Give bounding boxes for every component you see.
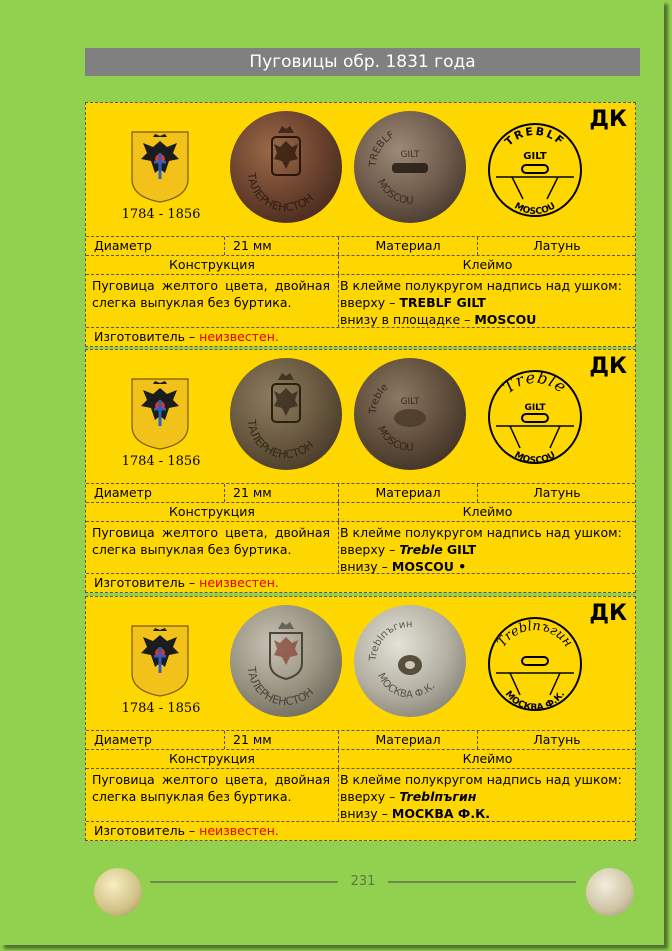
button-back-image [354, 605, 466, 717]
dk-mark: ДК [589, 601, 627, 626]
stamp-line-3: внизу – МОСКВА Ф.К. [340, 806, 491, 821]
footer-rule-left [150, 881, 338, 883]
construction-text: Пуговица желтого цвета, двойная слегка выпуклая без буртика. [92, 278, 330, 310]
svg-text:MOSCOU [375, 177, 414, 206]
params-row [86, 731, 635, 750]
description-row [86, 769, 635, 822]
stamp-drawing [486, 615, 584, 713]
construction-text: Пуговица желтого цвета, двойная слегка выпуклая без буртика. [92, 525, 330, 557]
stamp-description [340, 277, 632, 328]
coin-back-top-text: Treblпъгин [367, 618, 413, 662]
stamp-drawing [486, 121, 584, 219]
svg-text:Treblпъгин [495, 619, 576, 650]
stamp-top-text: TREBLF [502, 124, 568, 149]
manufacturer-row: Изготовитель – неизвестен. [94, 575, 279, 590]
button-back-image [354, 358, 466, 470]
coat-of-arms-icon [131, 378, 189, 450]
material-label: Материал [338, 484, 477, 502]
years-label: 1784 - 1856 [121, 701, 201, 716]
headers-row [86, 503, 635, 522]
description-row [86, 275, 635, 328]
button-card-3 [85, 596, 636, 841]
material-value: Латунь [477, 731, 636, 749]
svg-text:МОСКВА Ф.К. [503, 689, 567, 713]
manufacturer-row: Изготовитель – неизвестен. [94, 823, 279, 838]
coin-face-text: ТАЛЕРНЕНСТОН [244, 172, 317, 215]
manufacturer-value: неизвестен. [199, 329, 279, 344]
construction-header: Конструкция [169, 504, 255, 519]
svg-text:МОСКВА Ф.К. [375, 671, 437, 700]
page-number: 231 [350, 874, 376, 889]
page-title: Пуговицы обр. 1831 года [85, 48, 640, 76]
stamp-mid-text: GILT [523, 151, 547, 162]
stamp-mid-text: GILT [524, 403, 546, 413]
headers-row [86, 750, 635, 769]
stamp-bottom-text: МОСКВА Ф.К. [502, 689, 568, 713]
stamp-line-3: внизу – MOSCOU • [340, 559, 467, 574]
dk-mark: ДК [589, 107, 627, 132]
button-face-image [230, 358, 342, 470]
svg-text:Treble [499, 368, 570, 397]
stamp-top-text: Treblпъгин [494, 618, 576, 651]
construction-header: Конструкция [169, 751, 255, 766]
diameter-label: Диаметр [94, 485, 152, 500]
stamp-drawing [486, 368, 584, 466]
diameter-label: Диаметр [94, 732, 152, 747]
years-label: 1784 - 1856 [121, 454, 201, 469]
card-images [86, 597, 635, 731]
footer-button-image-right [586, 868, 634, 916]
button-face-image [230, 605, 342, 717]
stamp-description [340, 524, 632, 575]
diameter-value: 21 мм [224, 237, 345, 255]
manufacturer-row: Изготовитель – неизвестен. [94, 329, 279, 344]
stamp-top-text: Treble [499, 368, 571, 397]
manufacturer-value: неизвестен. [199, 575, 279, 590]
stamp-line-1: В клейме полукругом надпись над ушком: [340, 278, 622, 293]
svg-text:ТАЛЕРНЕНСТОН [245, 665, 316, 708]
card-images [86, 103, 635, 237]
svg-text:ТАЛЕРНЕНСТОН [245, 171, 316, 214]
stamp-line-1: В клейме полукругом надпись над ушком: [340, 772, 622, 787]
diameter-value: 21 мм [224, 484, 345, 502]
coin-face-text: ТАЛЕРНЕНСТОН [244, 666, 317, 709]
material-label: Материал [338, 237, 477, 255]
construction-header: Конструкция [169, 257, 255, 272]
svg-text:TREBLF [368, 130, 397, 169]
dk-mark: ДК [589, 354, 627, 379]
headers-row [86, 256, 635, 275]
material-value: Латунь [477, 237, 636, 255]
stamp-line-1: В клейме полукругом надпись над ушком: [340, 525, 622, 540]
coin-back-bottom-text: MOSCOU [375, 424, 414, 454]
material-value: Латунь [477, 484, 636, 502]
manufacturer-value: неизвестен. [199, 823, 279, 838]
footer-button-image-left [94, 868, 142, 916]
years-label: 1784 - 1856 [121, 207, 201, 222]
coin-back-mid-text: GILT [400, 150, 420, 160]
coin-back-bottom-text: МОСКВА Ф.К. [375, 671, 438, 701]
button-card-2 [85, 349, 636, 593]
coat-of-arms-icon [131, 131, 189, 203]
button-face-image [230, 111, 342, 223]
stamp-header: Клеймо [338, 256, 636, 274]
svg-text:ТАЛЕРНЕНСТОН [245, 418, 316, 461]
stamp-line-2: вверху – TREBLF GILT [340, 295, 486, 310]
button-card-1 [85, 102, 636, 347]
coat-of-arms-icon [131, 625, 189, 697]
material-label: Материал [338, 731, 477, 749]
svg-text:MOSCOU [513, 450, 558, 466]
svg-text:MOSCOU [375, 424, 414, 453]
svg-text:MOSCOU [513, 201, 558, 217]
svg-text:TREBLF [502, 125, 567, 149]
coin-back-top-text: Treble [367, 381, 391, 415]
coin-back-bottom-text: MOSCOU [375, 177, 414, 207]
stamp-line-2: вверху – Treble GILT [340, 542, 477, 557]
stamp-header: Клеймо [338, 503, 636, 521]
coin-back-top-text: TREBLF [367, 129, 397, 168]
card-images [86, 350, 635, 484]
coin-back-mid-text: GILT [400, 397, 420, 407]
diameter-label: Диаметр [94, 238, 152, 253]
stamp-bottom-text: MOSCOU [512, 201, 558, 218]
stamp-header: Клеймо [338, 750, 636, 768]
diameter-value: 21 мм [224, 731, 345, 749]
svg-text:Treble [368, 382, 391, 415]
coin-face-text: ТАЛЕРНЕНСТОН [244, 419, 317, 462]
construction-text: Пуговица желтого цвета, двойная слегка выпуклая без буртика. [92, 772, 330, 804]
description-row [86, 522, 635, 574]
stamp-line-3: внизу в площадке – MOSCOU [340, 312, 537, 327]
stamp-description [340, 771, 632, 822]
button-back-image [354, 111, 466, 223]
stamp-bottom-text: MOSCOU [512, 450, 558, 466]
params-row [86, 237, 635, 256]
footer-rule-right [388, 881, 576, 883]
params-row [86, 484, 635, 503]
stamp-line-2: вверху – Treblпъгин [340, 789, 477, 804]
